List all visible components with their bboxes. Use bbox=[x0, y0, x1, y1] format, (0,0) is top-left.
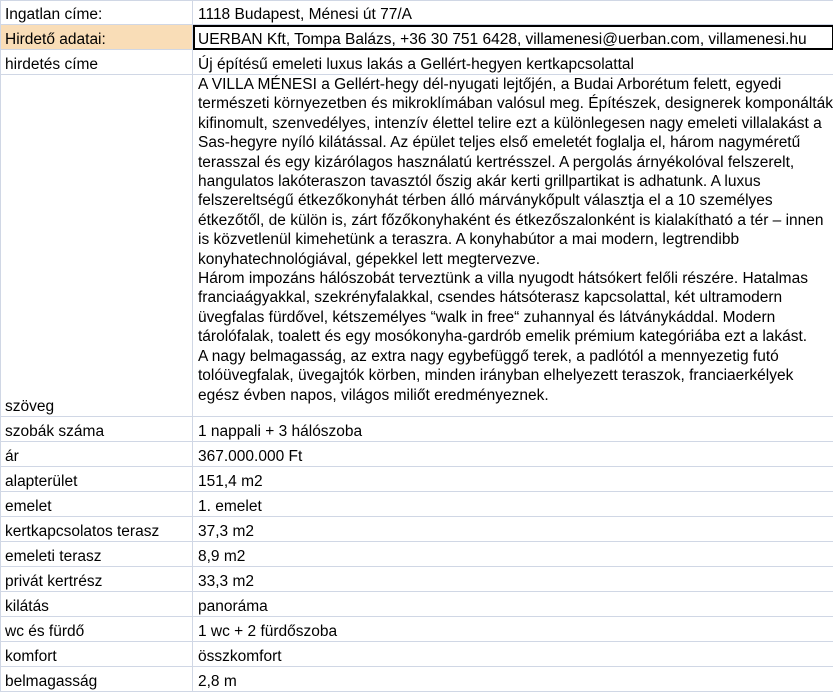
cell-address-value[interactable]: 1118 Budapest, Ménesi út 77/A bbox=[193, 1, 833, 25]
cell-view-value[interactable]: panoráma bbox=[193, 592, 833, 617]
cell-comfort-value[interactable]: összkomfort bbox=[193, 642, 833, 667]
cell-floor-area-value[interactable]: 151,4 m2 bbox=[193, 467, 833, 492]
cell-private-garden-label[interactable]: privát kertrész bbox=[1, 567, 193, 592]
cell-ad-title-value[interactable]: Új építésű emeleti luxus lakás a Gellért-hegyen kertkapcsolattal bbox=[193, 50, 833, 75]
cell-bathrooms-label[interactable]: wc és fürdő bbox=[1, 617, 193, 642]
cell-rooms-label[interactable]: szobák száma bbox=[1, 417, 193, 442]
description-paragraph-1: A VILLA MÉNESI a Gellért-hegy dél-nyugati lejtőjén, a Budai Arborétum felett, egyedi természeti környezetben és mikroklímában valósul meg. Építészek, designerek komponálták kifinomult, szenvedélyes, intenzív élettel telire ezt a különlegesen nagy emeleti villalakást a Sas-hegyre nyíló kilátással. Az épület teljes első emeletét foglalja el, három nagyméretű terasszal és egy kizárólagos használatú kertrésszel. A pergolás árnyékolóval felszerelt, hangulatos lakóteraszon tavasztól őszig akár kerti grillpartikat is adhatunk. A luxus felszereltségű étkezőkonyhát térben álló márványkőpult választja el a 10 személyes étkezőtől, de külön is, zárt főzőkonyhaként és étkezőszalonként is kialakítható a tér – innen is közvetlenül kimehetünk a teraszra. A konyhabútor a mai modern, legtrendibb konyhatechnológiával, gépekkel lett megtervezve. bbox=[198, 76, 833, 268]
description-paragraph-3: A nagy belmagasság, az extra nagy egybefüggő terek, a padlótól a mennyezetig futó tolóüvegfalak, üvegajtók körben, minden irányban elhelyezett teraszok, franciaerkélyek egész évben napos, világos miliőt eredményeznek. bbox=[198, 347, 794, 404]
cell-upper-terrace-label[interactable]: emeleti terasz bbox=[1, 542, 193, 567]
cell-advertiser-label[interactable]: Hirdető adatai: bbox=[1, 25, 193, 50]
row-description bbox=[1, 75, 833, 417]
row-ad-title bbox=[1, 50, 833, 75]
cell-advertiser-value-active[interactable]: UERBAN Kft, Tompa Balázs, +36 30 751 6428, villamenesi@uerban.com, villamenesi.hu bbox=[193, 25, 833, 50]
cell-upper-terrace-value[interactable]: 8,9 m2 bbox=[193, 542, 833, 567]
cell-storey-value[interactable]: 1. emelet bbox=[193, 492, 833, 517]
row-upper-terrace bbox=[1, 542, 833, 567]
cell-storey-label[interactable]: emelet bbox=[1, 492, 193, 517]
cell-garden-terrace-value[interactable]: 37,3 m2 bbox=[193, 517, 833, 542]
row-floor-area bbox=[1, 467, 833, 492]
cell-ceiling-height-value[interactable]: 2,8 m bbox=[193, 667, 833, 692]
cell-address-label[interactable]: Ingatlan címe: bbox=[1, 1, 193, 25]
description-paragraph-2: Három impozáns hálószobát terveztünk a villa nyugodt hátsókert felőli részére. Hatalmas franciaágyakkal, szekrényfalakkal, csendes hátsóterasz kapcsolattal, két ultramodern üvegfalas fürdővel, kétszemélyes “walk in free“ zuhannyal és látványkáddal. Modern tárolófalak, toalett és egy mosókonyha-gardrób emelik prémium kategóriába ezt a lakást. bbox=[198, 270, 808, 346]
row-comfort bbox=[1, 642, 833, 667]
cell-price-label[interactable]: ár bbox=[1, 442, 193, 467]
row-price bbox=[1, 442, 833, 467]
row-ceiling-height bbox=[1, 667, 833, 692]
cell-garden-terrace-label[interactable]: kertkapcsolatos terasz bbox=[1, 517, 193, 542]
cell-bathrooms-value[interactable]: 1 wc + 2 fürdőszoba bbox=[193, 617, 833, 642]
cell-floor-area-label[interactable]: alapterület bbox=[1, 467, 193, 492]
cell-description-value[interactable] bbox=[193, 75, 833, 417]
row-address bbox=[1, 1, 833, 25]
cell-rooms-value[interactable]: 1 nappali + 3 hálószoba bbox=[193, 417, 833, 442]
cell-view-label[interactable]: kilátás bbox=[1, 592, 193, 617]
cell-comfort-label[interactable]: komfort bbox=[1, 642, 193, 667]
row-private-garden bbox=[1, 567, 833, 592]
cell-ad-title-label[interactable]: hirdetés címe bbox=[1, 50, 193, 75]
row-storey bbox=[1, 492, 833, 517]
cell-price-value[interactable]: 367.000.000 Ft bbox=[193, 442, 833, 467]
row-view bbox=[1, 592, 833, 617]
cell-ceiling-height-label[interactable]: belmagasság bbox=[1, 667, 193, 692]
row-advertiser bbox=[1, 25, 833, 50]
row-garden-terrace bbox=[1, 517, 833, 542]
row-bathrooms bbox=[1, 617, 833, 642]
cell-description-label[interactable]: szöveg bbox=[1, 75, 193, 417]
cell-private-garden-value[interactable]: 33,3 m2 bbox=[193, 567, 833, 592]
row-rooms bbox=[1, 417, 833, 442]
